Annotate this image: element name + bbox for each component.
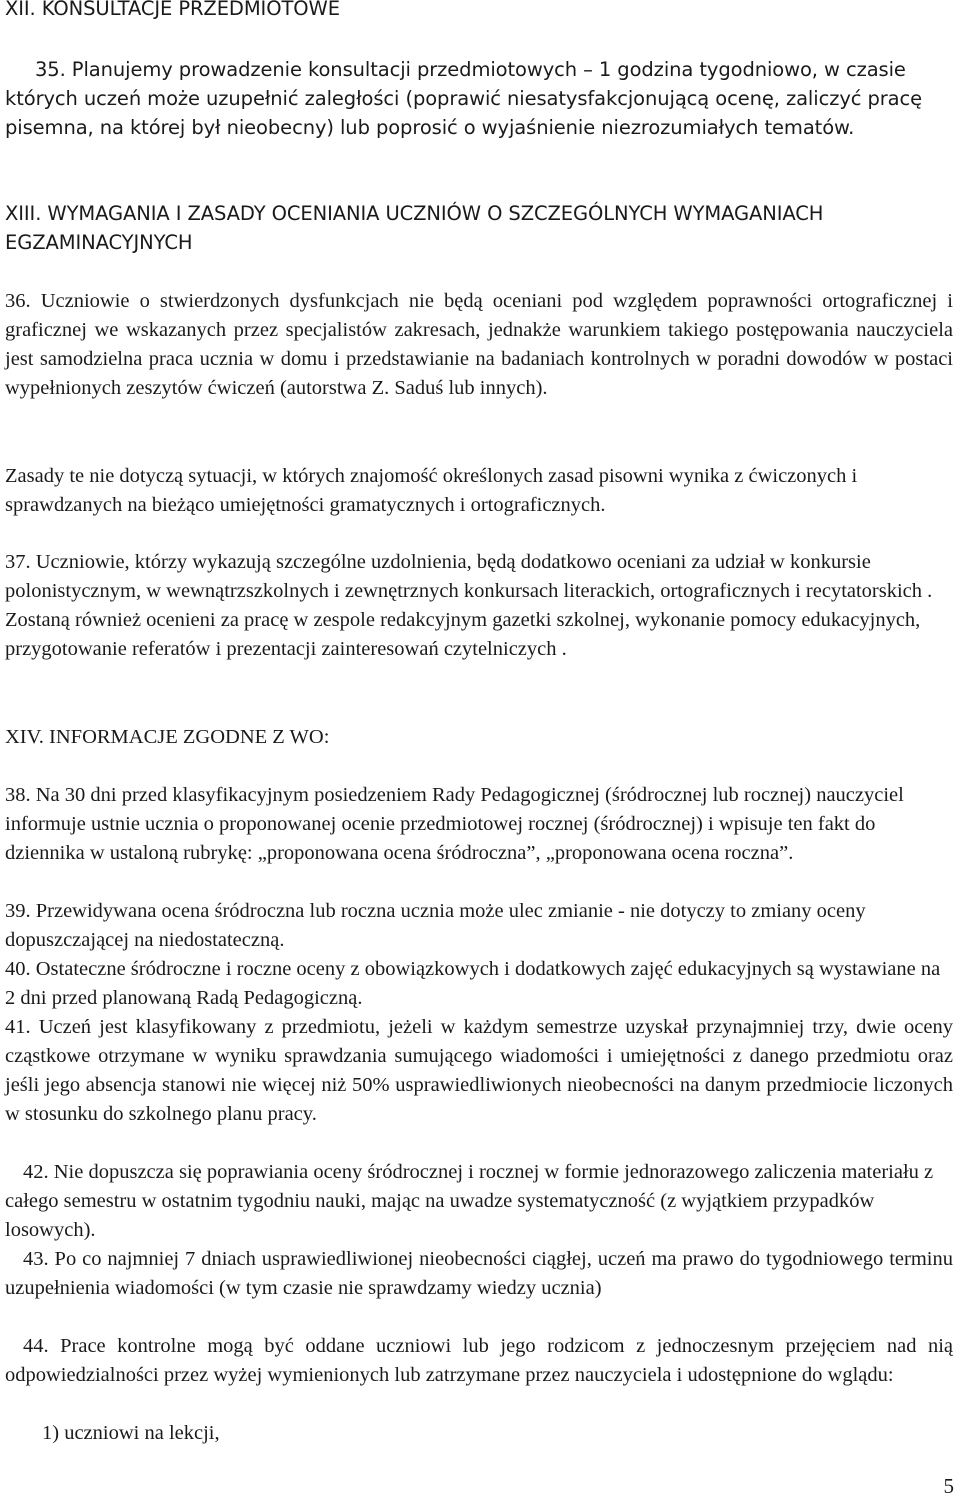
paragraph-37: 37. Uczniowie, którzy wykazują szczególne uzdolnienia, będą dodatkowo oceniani za udział w konkursie polonistycznym, w wewnątrzszkolnych i zewnętrznych konkursach literackich, ortograficznych i recytatorskich . Zostaną również ocenieni za pracę w zespole redakcyjnym gazetki szkolnej, wykonanie pomocy edukacyjnych, przygotowanie referatów i prezentacji zainteresowań czytelniczych .: [5, 551, 933, 660]
paragraph-36-note: Zasady te nie dotyczą sytuacji, w których znajomość określonych zasad pisowni wynika z ćwiczonych i sprawdzanych na bieżąco umiejętności gramatycznych i ortograficznych.: [5, 465, 858, 516]
paragraph-38: 38. Na 30 dni przed klasyfikacyjnym posiedzeniem Rady Pedagogicznej (śródrocznej lub rocznej) nauczyciel informuje ustnie ucznia o proponowanej ocenie przedmiotowej rocznej (śródrocznej) i wpisuje ten fakt do dziennika w ustaloną rubrykę: „proponowana ocena śródroczna”, „proponowana ocena roczna”.: [5, 784, 904, 864]
paragraph-35: 35. Planujemy prowadzenie konsultacji przedmiotowych – 1 godzina tygodniowo, w czasie których uczeń może uzupełnić zaległości (poprawić niesatysfakcjonującą ocenę, zaliczyć pracę pisemna, na której był nieobecny) lub poprosić o wyjaśnienie niezrozumiałych tematów.: [5, 58, 923, 139]
paragraph-43: 43. Po co najmniej 7 dniach usprawiedliwionej nieobecności ciągłej, uczeń ma prawo do tygodniowego terminu uzupełnienia wiadomości (w tym czasie nie sprawdzamy wiedzy ucznia): [5, 1248, 953, 1299]
paragraph-42: 42. Nie dopuszcza się poprawiania oceny śródrocznej i rocznej w formie jednorazowego zaliczenia materiału z całego semestru w ostatnim tygodniu nauki, mając na uwadze systematyczność (z wyjątkiem przypadków losowych).: [5, 1161, 934, 1241]
section-xii-heading: XII. KONSULTACJE PRZEDMIOTOWE: [5, 0, 340, 20]
paragraph-36: 36. Uczniowie o stwierdzonych dysfunkcjach nie będą oceniani pod względem poprawności ortograficznej i graficznej we wskazanych przez specjalistów zakresach, jednakże warunkiem takiego postępowania nauczyciela jest samodzielna praca ucznia w domu i przedstawianie na badaniach kontrolnych w poradni dowodów w postaci wypełnionych zeszytów ćwiczeń (autorstwa Z. Saduś lub innych).: [5, 290, 953, 399]
section-xiv-heading: XIV. INFORMACJE ZGODNE Z WO:: [5, 726, 330, 748]
list-item-1: 1) uczniowi na lekcji,: [42, 1422, 220, 1444]
page-number: 5: [943, 1474, 954, 1498]
paragraph-41: 41. Uczeń jest klasyfikowany z przedmiotu, jeżeli w każdym semestrze uzyskał przynajmniej trzy, dwie oceny cząstkowe otrzymane w wyniku sprawdzania sumującego wiadomości i umiejętności z danego przedmiotu oraz jeśli jego absencja stanowi nie więcej niż 50% usprawiedliwionych nieobecności na danym przedmiocie liczonych w stosunku do szkolnego planu pracy.: [5, 1016, 953, 1125]
paragraph-39: 39. Przewidywana ocena śródroczna lub roczna ucznia może ulec zmianie - nie dotyczy to zmiany oceny dopuszczającej na niedostateczną.: [5, 900, 866, 951]
paragraph-44: 44. Prace kontrolne mogą być oddane uczniowi lub jego rodzicom z jednoczesnym przejęciem nad nią odpowiedzialności przez wyżej wymienionych lub zatrzymane przez nauczyciela i udostępnione do wglądu:: [5, 1335, 953, 1386]
paragraph-40: 40. Ostateczne śródroczne i roczne oceny z obowiązkowych i dodatkowych zajęć edukacyjnych są wystawiane na 2 dni przed planowaną Radą Pedagogiczną.: [5, 958, 941, 1009]
section-xiii-heading: XIII. WYMAGANIA I ZASADY OCENIANIA UCZNIÓW O SZCZEGÓLNYCH WYMAGANIACH EGZAMINACYJNYCH: [5, 202, 824, 254]
